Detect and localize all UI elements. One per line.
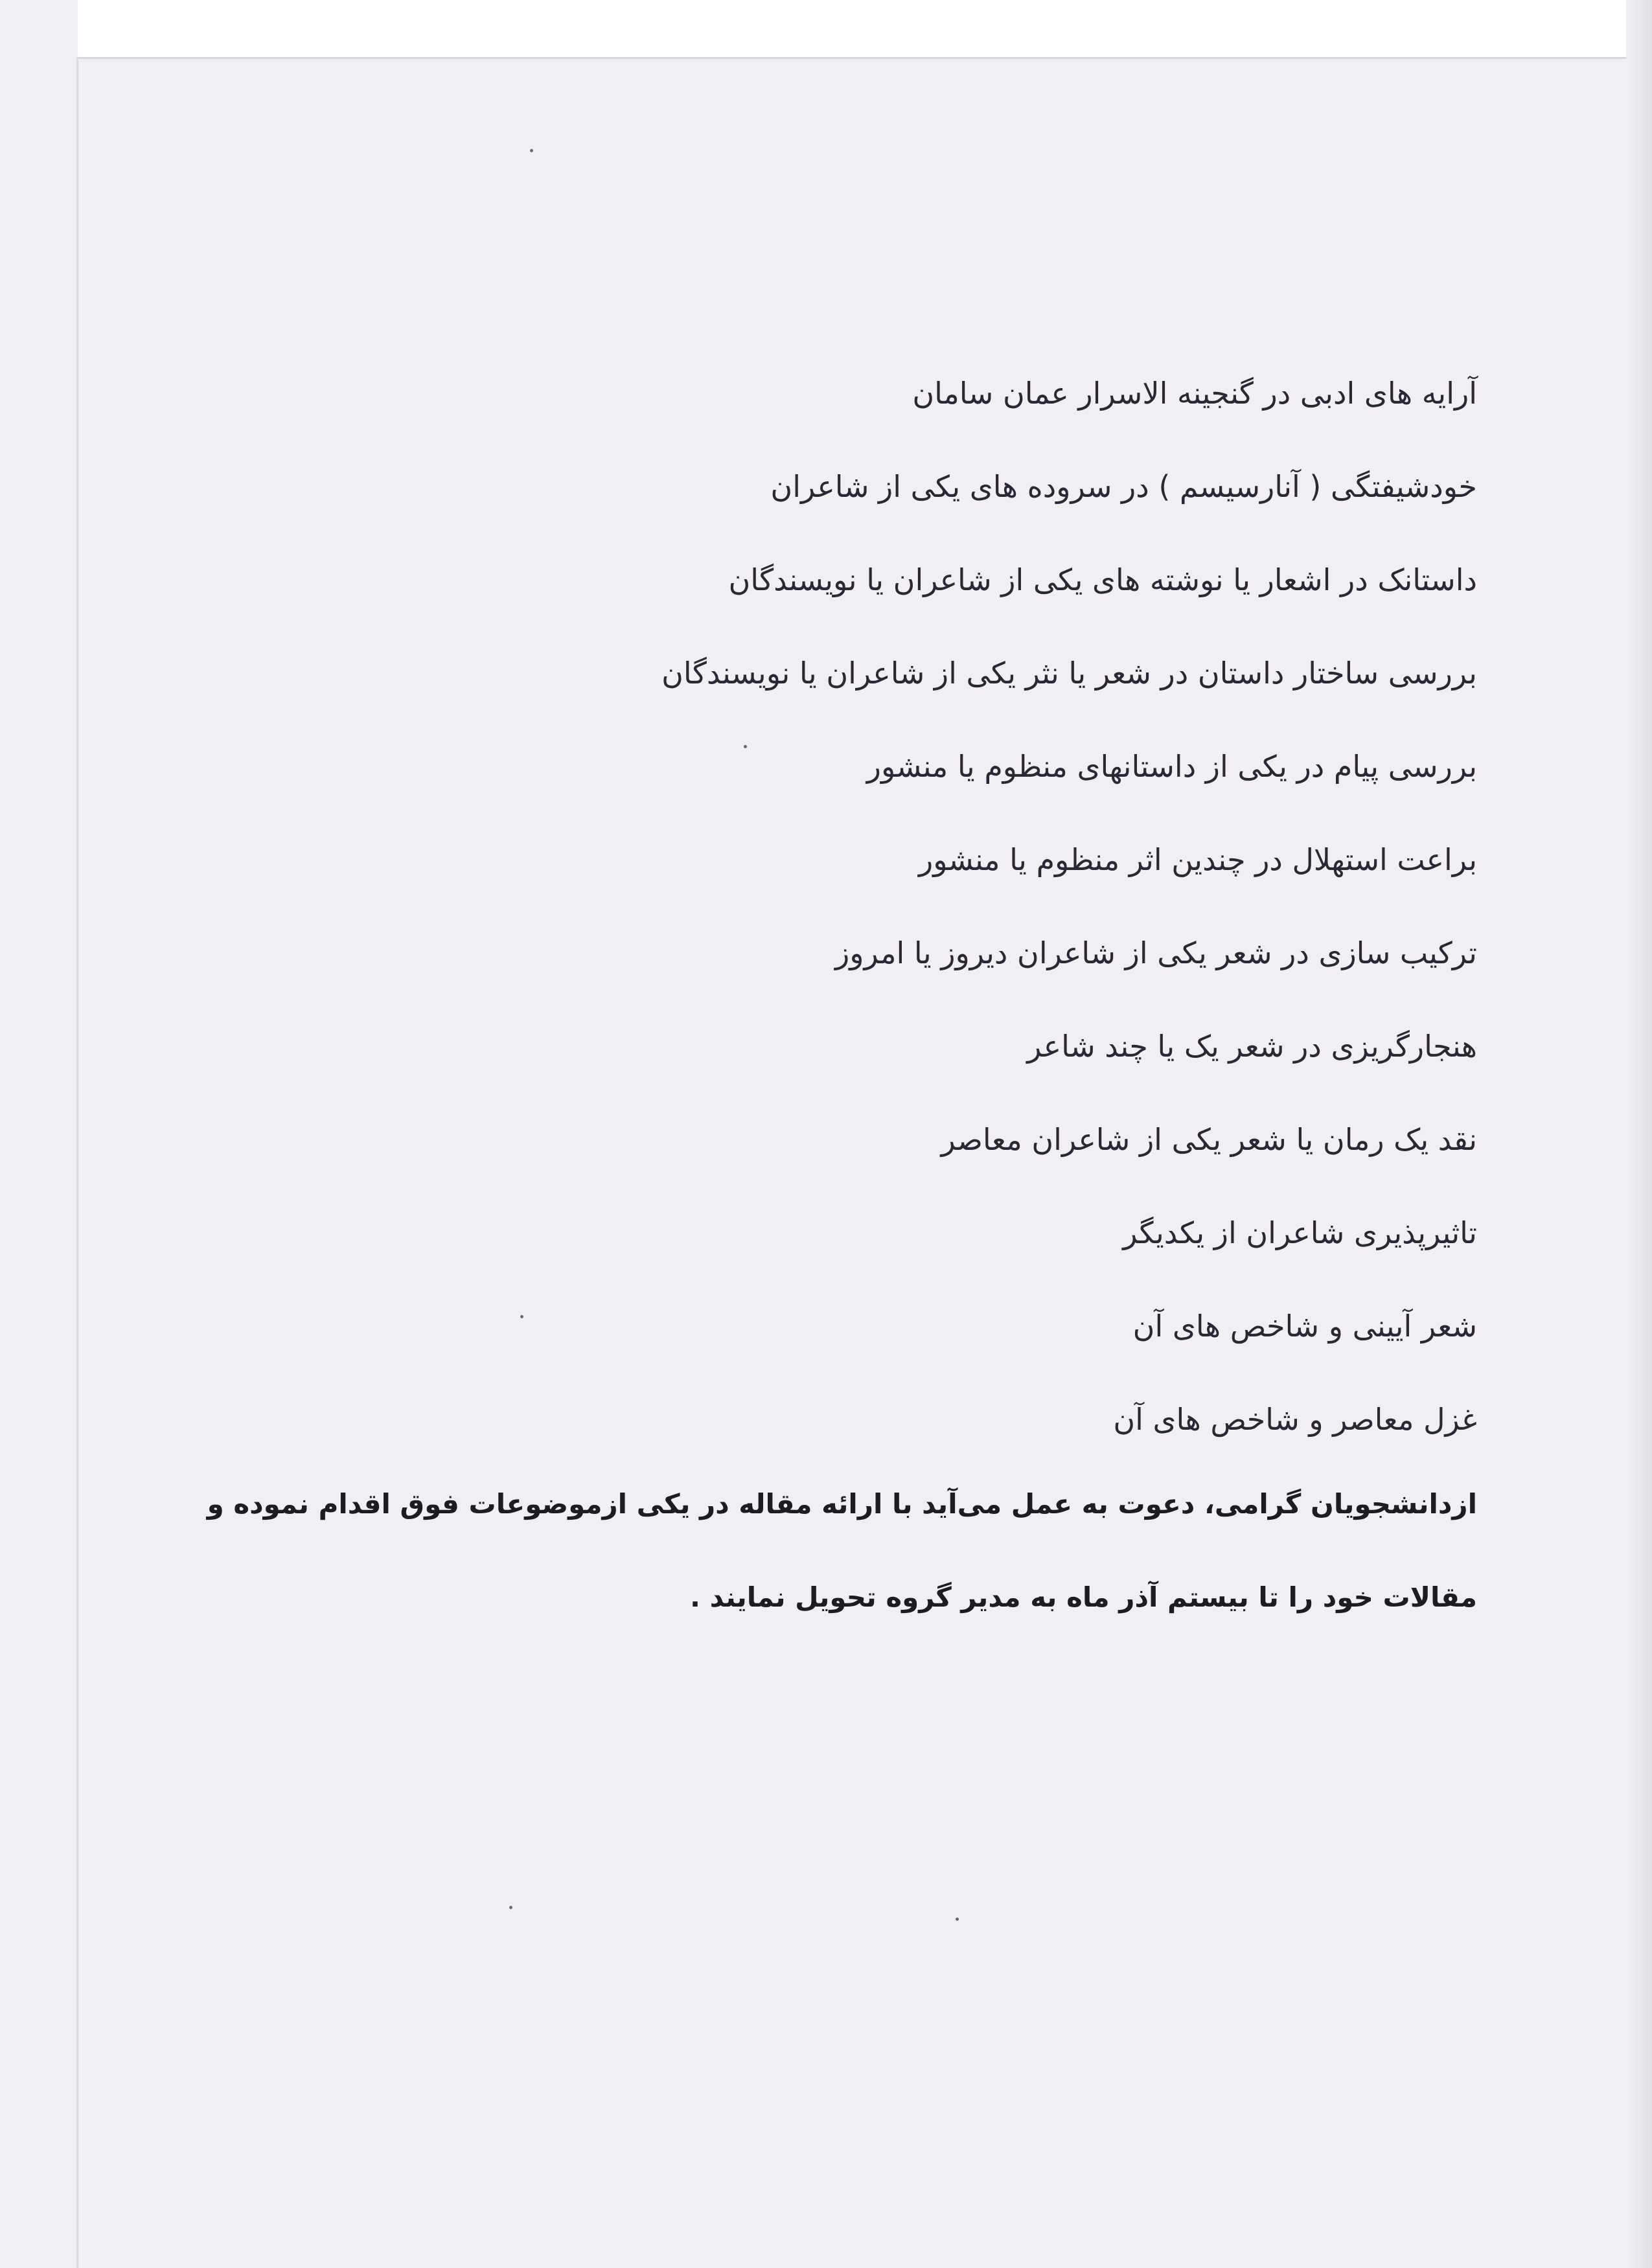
topic-item: هنجارگریزی در شعر یک یا چند شاعر — [1027, 1029, 1477, 1064]
topic-item: خودشیفتگی ( آنارسیسم ) در سروده های یکی از شاعران — [770, 469, 1477, 504]
scan-speck — [509, 1906, 512, 1909]
topic-item: بررسی ساختار داستان در شعر یا نثر یکی از شاعران یا نویسندگان — [661, 656, 1477, 691]
page-left-edge — [76, 57, 78, 2268]
topic-list — [311, 347, 1477, 1466]
submission-notice — [207, 1458, 1477, 1644]
scan-top-margin — [78, 0, 1652, 58]
topic-item: ترکیب سازی در شعر یکی از شاعران دیروز یا امروز — [835, 935, 1477, 970]
scan-speck — [956, 1918, 959, 1921]
topic-item: بررسی پیام در یکی از داستانهای منظوم یا منشور — [866, 749, 1477, 784]
notice-line-2: مقالات خود را تا بیستم آذر ماه به مدیر گروه تحویل نمایند . — [690, 1581, 1477, 1613]
topic-item: براعت استهلال در چندین اثر منظوم یا منشور — [918, 842, 1477, 877]
topic-item: نقد یک رمان یا شعر یکی از شاعران معاصر — [941, 1122, 1477, 1157]
topic-item: شعر آیینی و شاخص های آن — [1132, 1309, 1477, 1344]
topic-item: داستانک در اشعار یا نوشته های یکی از شاعران یا نویسندگان — [728, 562, 1477, 597]
topic-item: آرایه های ادبی در گنجینه الاسرار عمان سامان — [912, 376, 1477, 411]
page-right-shadow — [1626, 0, 1652, 2268]
topic-item: تاثیرپذیری شاعران از یکدیگر — [1123, 1215, 1477, 1250]
scan-speck — [530, 149, 533, 152]
topic-item: غزل معاصر و شاخص های آن — [1113, 1402, 1477, 1437]
page-top-edge — [76, 57, 1631, 59]
notice-line-1: ازدانشجویان گرامی، دعوت به عمل می‌آید با ارائه مقاله در یکی ازموضوعات فوق اقدام نموده و — [207, 1488, 1477, 1520]
